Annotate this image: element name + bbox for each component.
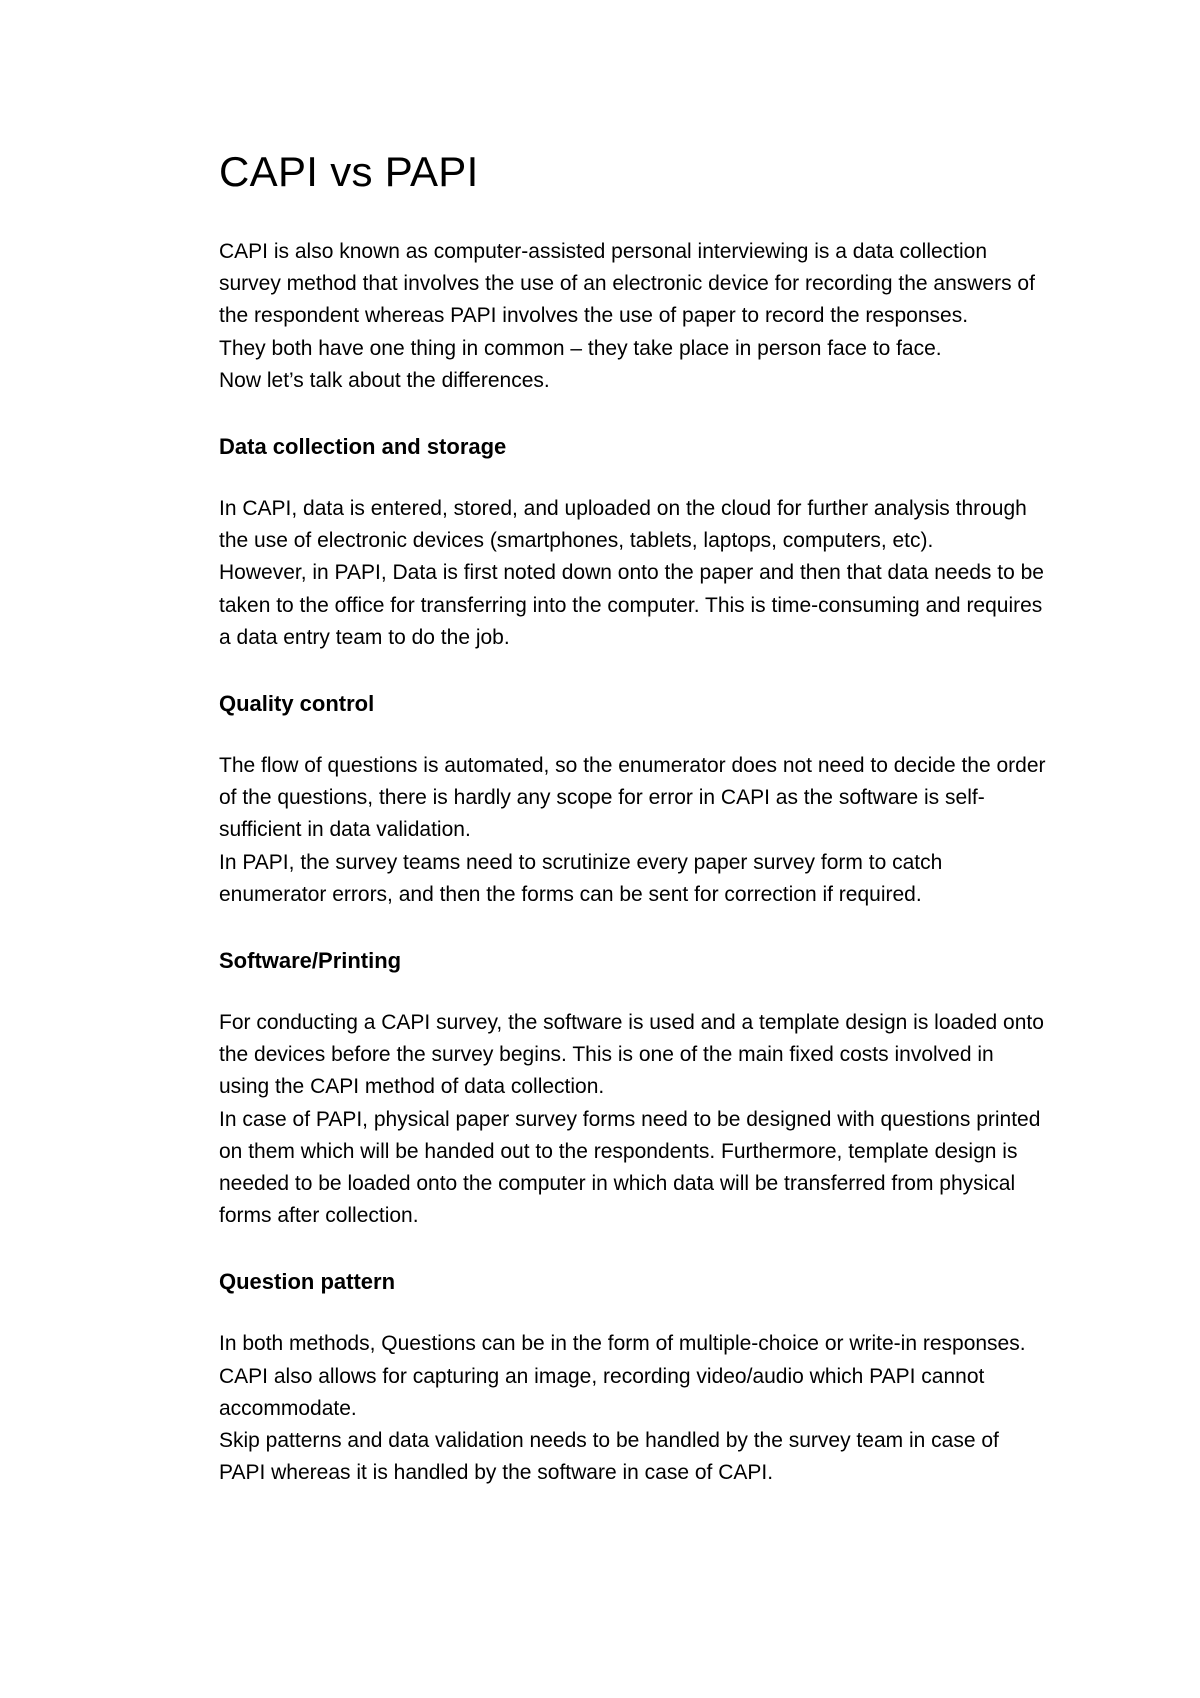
section-paragraph: However, in PAPI, Data is first noted down onto the paper and then that data needs to be taken to the office for transferring into the computer. This is time-consuming and requires a data entry team to do the job. — [219, 561, 1044, 649]
section-paragraph: In both methods, Questions can be in the form of multiple-choice or write-in responses. CAPI also allows for capturing an image, recording video/audio which PAPI cannot accommodate. — [219, 1332, 1026, 1420]
section-heading-data-collection: Data collection and storage — [219, 434, 507, 460]
section-heading-quality-control: Quality control — [219, 691, 375, 717]
document-body — [219, 148, 1049, 1489]
intro-paragraph: Now let’s talk about the differences. — [219, 368, 550, 392]
section-heading-question-pattern: Question pattern — [219, 1269, 396, 1295]
intro-paragraph: CAPI is also known as computer-assisted personal interviewing is a data collection survey method that involves the use of an electronic device for recording the answers of the respondent whereas PAPI involves the use of paper to record the responses. — [219, 240, 1035, 328]
section-paragraph: In case of PAPI, physical paper survey forms need to be designed with questions printed on them which will be handed out to the respondents. Furthermore, template design is needed to be loaded onto the computer in which data will be transferred from physical forms after collection. — [219, 1107, 1041, 1228]
section-paragraph: In CAPI, data is entered, stored, and uploaded on the cloud for further analysis through the use of electronic devices (smartphones, tablets, laptops, computers, etc). — [219, 497, 1027, 553]
section-paragraph: The flow of questions is automated, so the enumerator does not need to decide the order of the questions, there is hardly any scope for error in CAPI as the software is self-sufficient in data validation. — [219, 754, 1046, 842]
section-paragraph: In PAPI, the survey teams need to scrutinize every paper survey form to catch enumerator errors, and then the forms can be sent for correction if required. — [219, 850, 943, 906]
intro-paragraph: They both have one thing in common – they take place in person face to face. — [219, 336, 942, 360]
section-paragraph: For conducting a CAPI survey, the software is used and a template design is loaded onto the devices before the survey begins. This is one of the main fixed costs involved in using the CAPI method of data collection. — [219, 1011, 1044, 1099]
section-paragraph: Skip patterns and data validation needs to be handled by the survey team in case of PAPI whereas it is handled by the software in case of CAPI. — [219, 1429, 999, 1485]
document-title: CAPI vs PAPI — [219, 148, 479, 195]
section-heading-software-printing: Software/Printing — [219, 948, 402, 974]
